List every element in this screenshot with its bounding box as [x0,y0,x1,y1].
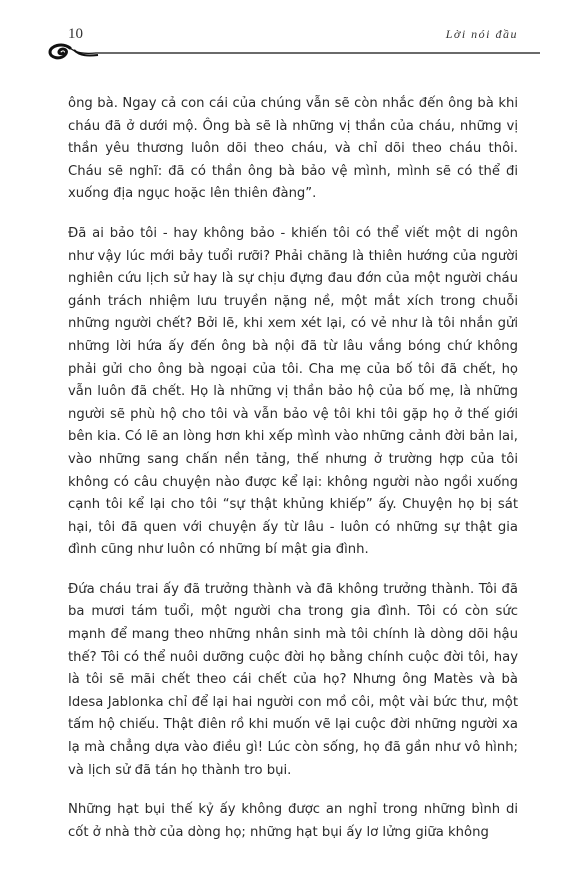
paragraph-1: ông bà. Ngay cả con cái của chúng vẫn sẽ còn nhắc đến ông bà khi cháu đã ở dưới mộ. Ông bà sẽ là những vị thần của cháu, những vị thần yêu thương luôn dõi theo cháu, và chỉ dõi theo cháu thôi. Cháu sẽ nghĩ: đã có thần ông bà bảo vệ mình, mình sẽ có thể đi xuống địa ngục hoặc lên thiên đàng”. [68,96,518,202]
swirl-ornament-icon [44,40,544,62]
paragraph-4: Những hạt bụi thế kỷ ấy không được an nghỉ trong những bình di cốt ở nhà thờ của dòng họ; những hạt bụi ấy lơ lửng giữa không [68,802,518,840]
paragraph-2: Đã ai bảo tôi - hay không bảo - khiến tôi có thể viết một di ngôn như vậy lúc mới bảy tuổi rưỡi? Phải chăng là thiên hướng của người nghiên cứu lịch sử hay là sự chịu đựng đau đớn của một người cháu gánh trách nhiệm lưu truyền nặng nề, một mắt xích trong chuỗi những người chết? Bởi lẽ, khi xem xét lại, có vẻ như là tôi nhắn gửi những lời hứa ấy đến ông bà nội đã từ lâu vắng bóng chứ không phải gửi cho ông bà ngoại của tôi. Cha mẹ của bố tôi đã chết, họ vẫn luôn đã chết. Họ là những vị thần bảo hộ của bố mẹ, là những người sẽ phù hộ cho tôi và vẫn bảo vệ tôi khi tôi gặp họ ở thế giới bên kia. Có lẽ an lòng hơn khi xếp mình vào những cảnh đời bản lai, vào những sang chấn nền tảng, thế nhưng ở trường hợp của tôi không có câu chuyện nào được kể lại: không người nào ngồi xuống cạnh tôi kể lại cho tôi “sự thật khủng khiếp” ấy. Chuyện họ bị sát hại, tôi đã quen với chuyện ấy từ lâu - luôn có những sự thật gia đình cũng như luôn có những bí mật gia đình. [68,225,518,558]
body-text [68,93,518,861]
paragraph-3: Đứa cháu trai ấy đã trưởng thành và đã không trưởng thành. Tôi đã ba mươi tám tuổi, một người cha trong gia đình. Tôi có còn sức mạnh để mang theo những nhân sinh mà tôi chính là dòng dõi hậu thế? Tôi có thể nuôi dưỡng cuộc đời họ bằng chính cuộc đời tôi, hay là tôi sẽ mãi chết theo cái chết của họ? Nhưng ông Matès và bà Idesa Jablonka chỉ để lại hai người con mồ côi, một vài bức thư, một tấm hộ chiếu. Thật điên rồ khi muốn vẽ lại cuộc đời những người xa lạ mà chẳng dựa vào điều gì! Lúc còn sống, họ đã gần như vô hình; và lịch sử đã tán họ thành tro bụi. [68,581,518,778]
running-title: Lời nói đầu [445,27,518,41]
page-number: 10 [68,26,83,42]
